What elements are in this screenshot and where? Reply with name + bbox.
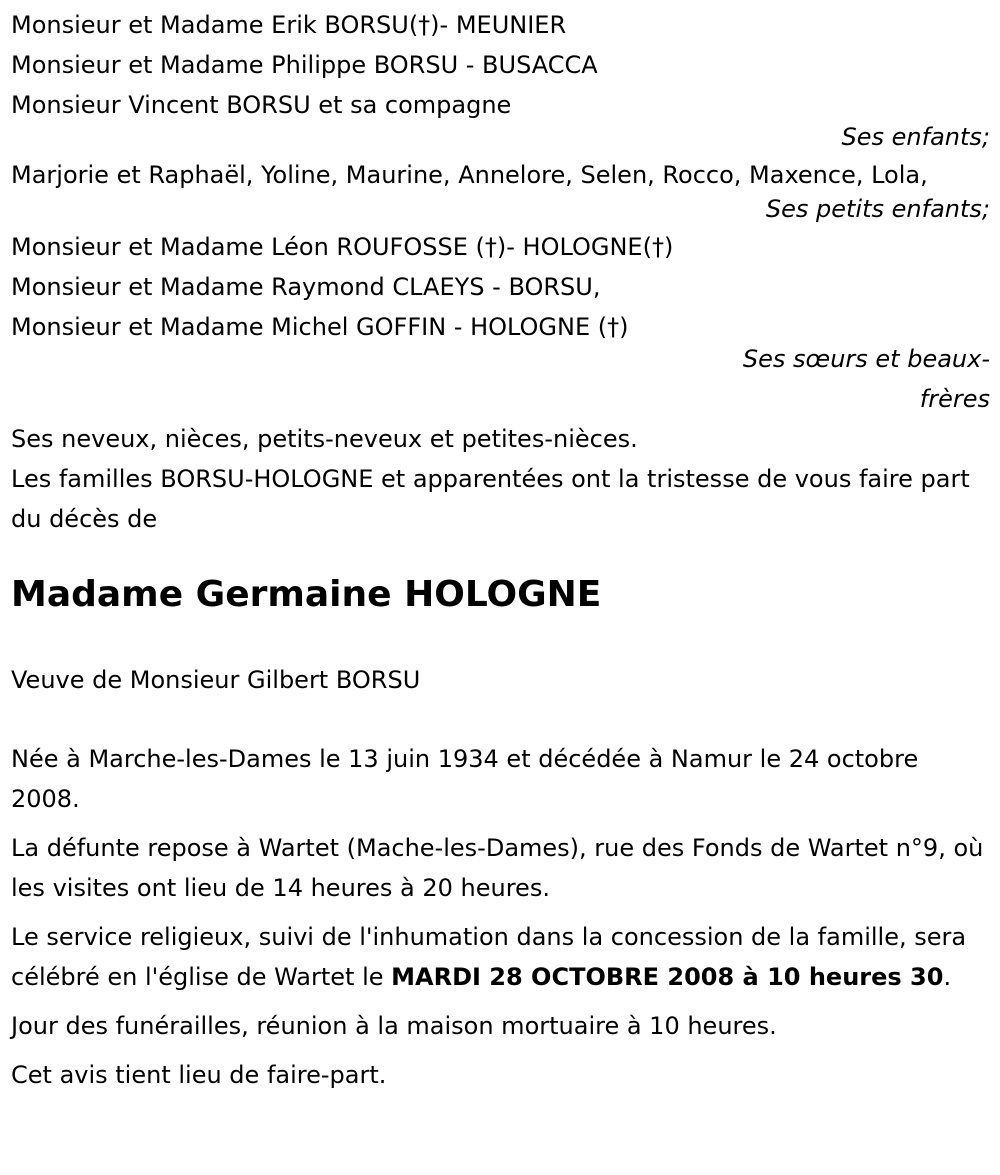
grandchildren-label: Ses petits enfants;: [765, 195, 990, 223]
service-end: .: [943, 963, 952, 991]
sibling-line: Monsieur et Madame Raymond CLAEYS - BORSU,: [11, 273, 601, 301]
service-text: [11, 917, 990, 997]
notice-text: Cet avis tient lieu de faire-part.: [11, 1061, 387, 1089]
funeral-day-text: Jour des funérailles, réunion à la maison mortuaire à 10 heures.: [11, 1012, 777, 1040]
widow-of-line: Veuve de Monsieur Gilbert BORSU: [11, 666, 421, 694]
announcement-text: Les familles BORSU-HOLOGNE et apparentées ont la tristesse de vous faire part du décès de: [11, 465, 970, 533]
birth-death-text: Née à Marche-les-Dames le 13 juin 1934 et décédée à Namur le 24 octobre 2008.: [11, 745, 919, 813]
children-label: Ses enfants;: [841, 123, 990, 151]
siblings-label: Ses sœurs et beaux-frères: [742, 345, 990, 413]
rest-location-text: La défunte repose à Wartet (Mache-les-Dames), rue des Fonds de Wartet n°9, où les visites ont lieu de 14 heures à 20 heures.: [11, 834, 984, 902]
sibling-line: Monsieur et Madame Léon ROUFOSSE (†)- HOLOGNE(†): [11, 233, 674, 261]
nephews-line: Ses neveux, nièces, petits-neveux et petites-nièces.: [11, 425, 638, 453]
service-intro: Le service religieux, suivi de l'inhumation dans la concession de la famille, sera célébré en l'église de Wartet le: [11, 923, 967, 991]
service-date: MARDI 28 OCTOBRE 2008 à 10 heures 30: [391, 963, 944, 991]
child-line: Monsieur et Madame Philippe BORSU - BUSACCA: [11, 51, 598, 79]
children-list: [11, 5, 990, 125]
sibling-line: Monsieur et Madame Michel GOFFIN - HOLOGNE (†): [11, 313, 629, 341]
grandchildren-list: Marjorie et Raphaël, Yoline, Maurine, Annelore, Selen, Rocco, Maxence, Lola,: [11, 161, 928, 189]
child-line: Monsieur Vincent BORSU et sa compagne: [11, 91, 512, 119]
deceased-name: Madame Germaine HOLOGNE: [11, 574, 602, 615]
child-line: Monsieur et Madame Erik BORSU(†)- MEUNIER: [11, 11, 567, 39]
siblings-list: [11, 227, 990, 347]
